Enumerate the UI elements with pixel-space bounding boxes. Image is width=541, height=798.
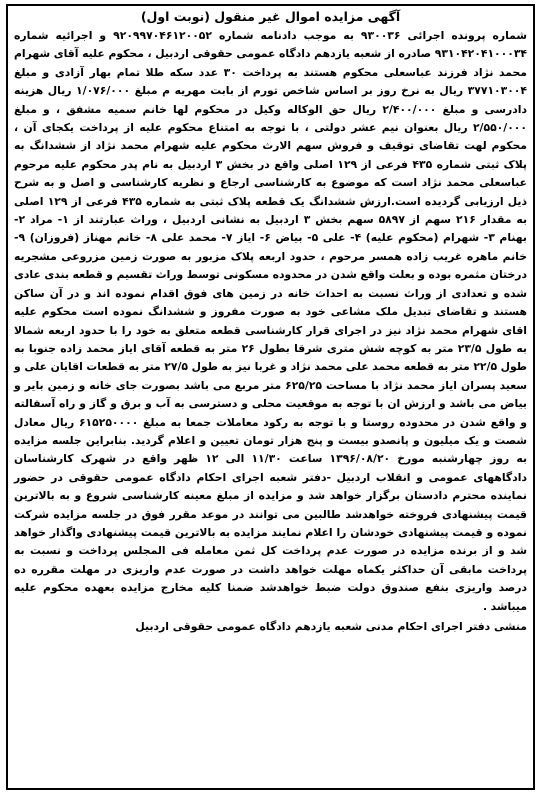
notice-body: شماره پرونده اجرائی ۹۳۰۰۳۶ به موجب دادنامه شماره ۹۲۰۹۹۷۰۴۶۱۲۰۰۵۲ و اجرائیه شماره ۹۳۱۰۴۲۰۴۱۰۰۰۳۴ صادره از شعبه یازدهم دادگاه عمومی حقوقی اردبیل ، محکوم علیه آقای شهرام محمد نژاد فرزند عباسعلی محکوم هستند به پرداخت ۳۰ عدد سکه طلا تمام بهار آزادی و مبلغ ۳۷۷۱۰۳۰۰۴ ریال به نرخ روز بر اساس شاخص تورم از بابت مهریه م مبلغ ۱/۰۷۶/۰۰۰ ریال هزینه دادرسی و مبلغ ۲/۴۰۰/۰۰۰ ریال حق الوکاله وکیل در محکوم لها خانم سمیه مشفق ، و مبلغ ۲/۵۵۰/۰۰۰ ریال بعنوان نیم عشر دولتی ، با توجه به امتناع محکوم علیه از پرداخت یکجای آن ، محکوم لهت تقاضای توقیف و فروش سهم الارث محکوم علیه شهرام محمد نژاد از ششدانگ به پلاک ثبتی شماره ۴۳۵ فرعی از ۱۲۹ اصلی واقع در بخش ۳ اردبیل به نام پدر محکوم علیه مرحوم عباسعلی محمد نژاد است که موضوع به کارشناسی ارجاع و نظریه کارشناسی و اصل و به شرح ذیل ارزیابی گردیده است.ارزش ششدانگ یک قطعه پلاک ثبتی به شماره ۴۳۵ فرعی از ۱۲۹ اصلی به مقدار ۲۱۶ سهم از ۵۸۹۷ سهم بخش ۳ اردبیل به نشانی اردبیل ، وراث عبارتند از ۱- مراد ۲- بهنام ۳- شهرام (محکوم علیه) ۴- علی ۵- بیاض ۶- ایاز ۷- محمد علی ۸- خانم مهناز (فروزان) ۹- خانم ماهره غریب زاده همسر مرحوم ، حدود اربعه پلاک مزبور به صورت زمین مزروعی مشجریه درختان مثمره بوده و بعلت واقع شدن در محدوده مسکونی توسط وراث تقسیم و قطعه بندی عادی شده و تعدادی از وراث نسبت به احداث خانه در زمین های فوق اقدام نموده اند و در آن ساکن هستند و تقاضای تبدیل ملک مشاعی خود به صورت مفروز و ششدانگ نموده است محکوم علیه اقای شهرام محمد نژاد نیز در اجرای قرار کارشناسی قطعه متعلق به خود را با حدود اربعه شمالا به طول ۲۳/۵ متر به کوچه شش متری شرقا بطول ۲۶ متر به قطعه آقای ایاز محمد زاده جنوبا به طول ۲۲/۵ متر به قطعه محمد علی محمد نژاد و غربا نیز به طول ۲۷/۵ متر به قطعات اقایان علی و سعید پسران ایاز محمد نژاد با مساحت ۶۲۵/۲۵ متر مربع می باشد بصورت جای خانه و زمین بایر و بیاض می باشد و ارزش ان با توجه به موقعیت محلی و دسترسی به آب و برق و گاز و راه آسفالته و واقع شدن در محدوده روستا و با توجه به رکود معاملات جمعا به مبلغ ۶۱۵۲۵۰۰۰۰ ریال معادل شصت و یک میلیون و پانصدو بیست و پنج هزار تومان تعیین و اعلام گردید. بنابراین جلسه مزایده به روز چهارشنبه مورخ ۱۳۹۶/۰۸/۲۰ ساعت ۱۱/۳۰ الی ۱۲ ظهر واقع در شهرک کارشناسان دادگاههای عمومی و انقلاب اردبیل -دفتر شعبه اجرای احکام دادگاه عمومی حقوقی در حضور نماینده محترم دادستان برگزار خواهد شد و مزایده از مبلغ معینه کارشناسی شروع و به بالاترین قیمت پیشنهادی فروخته خواهدشد طالبین می توانند در موعد مقرر فوق در جلسه مزایده شرکت نموده و قیمت پیشنهادی خودشان را اعلام نمایند مزایده به بالاترین قیمت پیشنهادی واگذار خواهد شد و از برنده مزایده در صورت عدم پرداخت کل ثمن معامله فی المجلس پرداخت و نسبت به پرداخت مابقی آن حداکثر یکماه مهلت خواهد داشت در صورت عدم واریزی در مهلت مقرره ده درصد واریزی بنفع صندوق دولت ضبط خواهدشد ضمنا کلیه مخارج مزایده بعهده محکوم علیه میباشد .: [14, 29, 528, 613]
notice-title: آگهی مزایده اموال غیر منقول (نوبت اول): [140, 9, 401, 24]
notice-signature: منشی دفتر اجرای احکام مدنی شعبه یازدهم دادگاه عمومی حقوقی اردبیل: [135, 620, 527, 633]
auction-notice: [6, 4, 535, 790]
